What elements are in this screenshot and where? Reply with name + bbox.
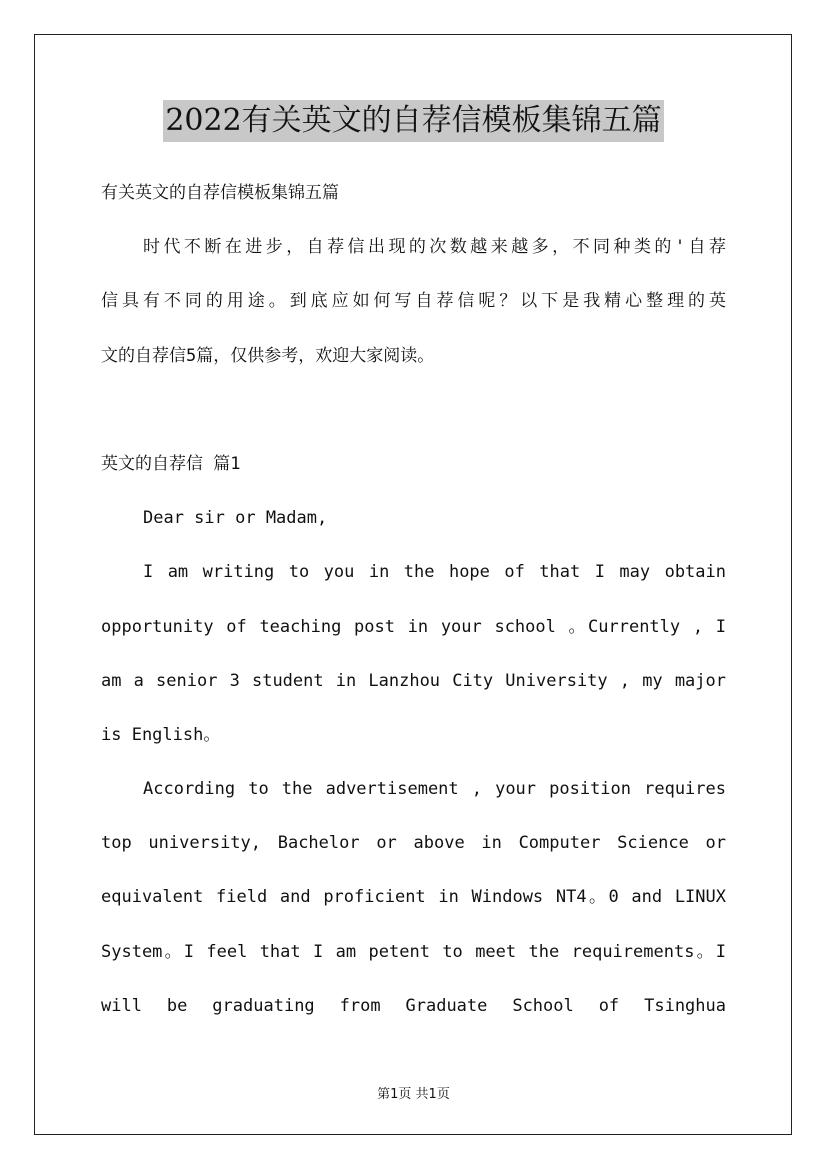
page-footer: 第1页 共1页 [377, 1087, 450, 1102]
text-line: 时代不断在进步，自荐信出现的次数越来越多，不同种类的'自荐 [143, 237, 726, 258]
text-line: 有关英文的自荐信模板集锦五篇 [101, 183, 339, 203]
text-line: 信具有不同的用途。到底应如何写自荐信呢？以下是我精心整理的英 [101, 291, 726, 312]
text-line: equivalent field and proficient in Windows NT4。0 and LINUX [101, 887, 726, 908]
text-line: According to the advertisement , your position requires [143, 779, 726, 800]
text-line: I am writing to you in the hope of that I may obtain [143, 562, 726, 583]
text-line: Dear sir or Madam, [143, 508, 328, 529]
document-body [101, 175, 726, 1042]
title-wrap [0, 100, 827, 142]
text-line: will be graduating from Graduate School of Tsinghua [101, 995, 726, 1016]
blank-line [101, 392, 726, 446]
text-line: is English。 [101, 724, 221, 745]
text-line: 英文的自荐信 篇1 [101, 453, 241, 474]
text-line: am a senior 3 student in Lanzhou City University , my major [101, 670, 726, 691]
text-line: opportunity of teaching post in your school 。Currently , I [101, 616, 726, 637]
text-line: 文的自荐信5篇，仅供参考，欢迎大家阅读。 [101, 345, 435, 366]
text-line: System。I feel that I am petent to meet the requirements。I [101, 941, 726, 962]
document-title: 2022有关英文的自荐信模板集锦五篇 [163, 100, 663, 142]
text-line: top university, Bachelor or above in Computer Science or [101, 833, 726, 854]
